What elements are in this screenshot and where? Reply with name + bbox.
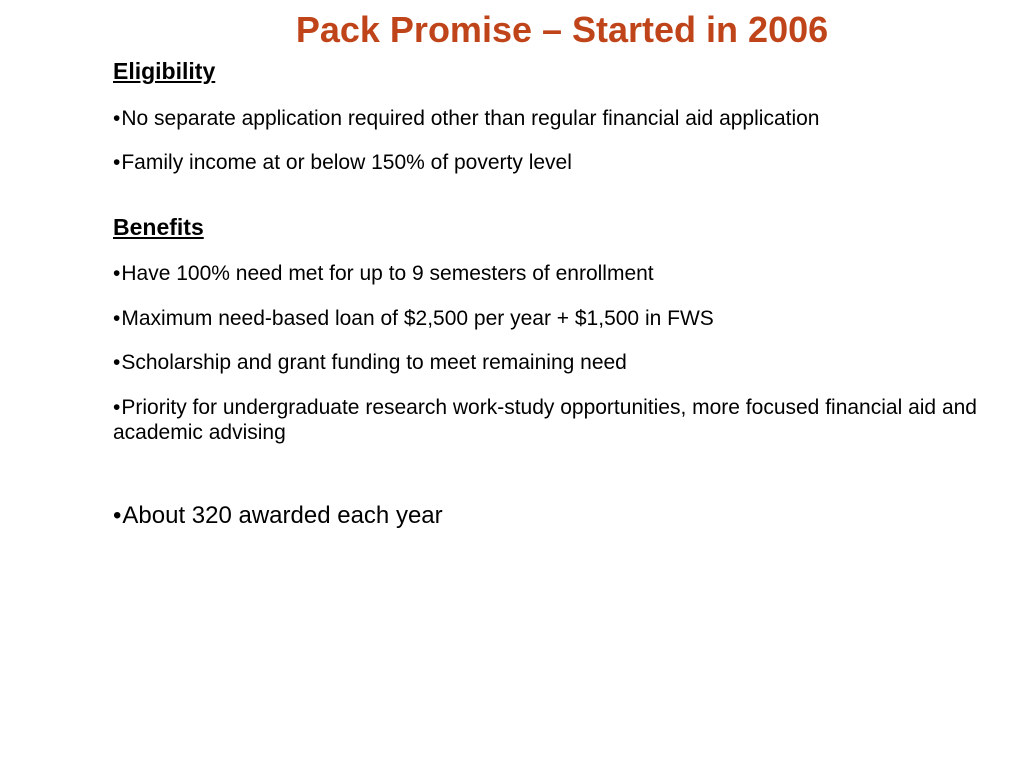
bullet-icon: • — [113, 351, 121, 374]
summary-item-text: About 320 awarded each year — [122, 502, 443, 529]
benefits-item-3 — [113, 350, 1003, 375]
eligibility-item-1-text: No separate application required other than regular financial aid application — [121, 107, 820, 130]
benefits-item-1 — [113, 261, 1003, 286]
slide-body — [113, 56, 1003, 531]
slide-title: Pack Promise – Started in 2006 — [295, 9, 829, 50]
bullet-icon: • — [113, 107, 121, 130]
benefits-item-4-text: Priority for undergraduate research work-study opportunities, more focused financial aid and academic advising — [113, 396, 977, 444]
benefits-item-2 — [113, 306, 1003, 331]
benefits-item-3-text: Scholarship and grant funding to meet remaining need — [121, 351, 627, 374]
bullet-icon: • — [113, 396, 121, 419]
eligibility-item-2 — [113, 150, 1003, 175]
benefits-item-2-text: Maximum need-based loan of $2,500 per year + $1,500 in FWS — [121, 307, 714, 330]
eligibility-heading: Eligibility — [113, 58, 216, 84]
benefits-item-1-text: Have 100% need met for up to 9 semesters of enrollment — [121, 262, 654, 285]
eligibility-item-1 — [113, 106, 1003, 131]
benefits-item-4 — [113, 395, 1003, 445]
bullet-icon: • — [113, 151, 121, 174]
bullet-icon: • — [113, 502, 122, 529]
eligibility-item-2-text: Family income at or below 150% of poverty level — [121, 151, 572, 174]
summary-item — [113, 501, 1003, 531]
benefits-heading: Benefits — [113, 214, 204, 240]
bullet-icon: • — [113, 262, 121, 285]
bullet-icon: • — [113, 307, 121, 330]
